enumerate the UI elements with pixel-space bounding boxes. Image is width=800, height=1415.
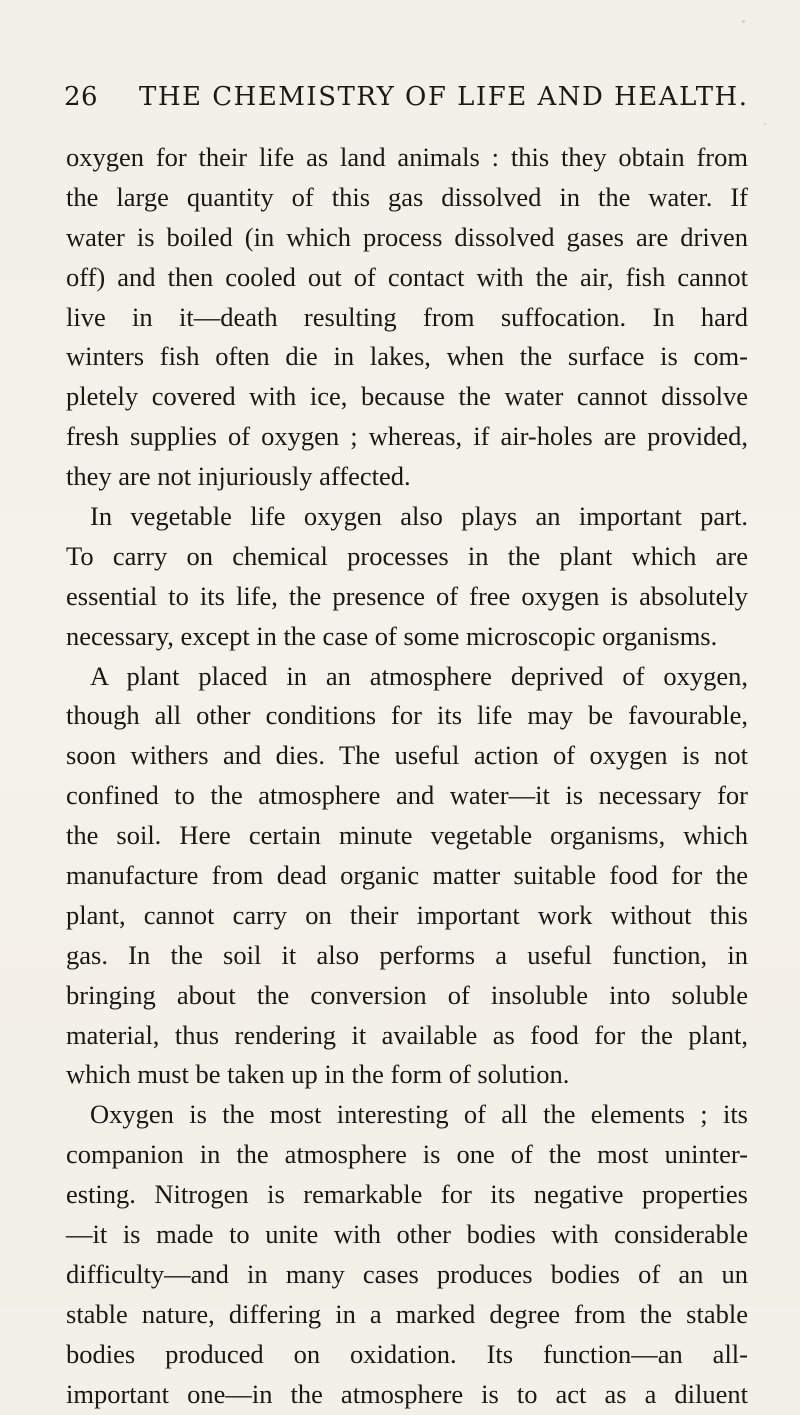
body-text [66,138,748,1415]
paper-speck [764,123,766,125]
text-line: fresh supplies of oxygen ; whereas, if air-holes are provided, [66,421,748,452]
text-line: necessary, except in the case of some microscopic organisms. [66,620,718,651]
text-line: water is boiled (in which process dissolved gases are driven [66,221,748,252]
text-line: soon withers and dies. The useful action of oxygen is not [66,740,748,771]
page-number: 26 [64,82,99,112]
text-line: confined to the atmosphere and water—it is necessary for [66,780,748,811]
text-line: plant, cannot carry on their important work without this [66,899,748,930]
text-line: the large quantity of this gas dissolved in the water. If [66,181,748,212]
text-line: To carry on chemical processes in the plant which are [66,540,748,571]
text-line: off) and then cooled out of contact with the air, fish cannot [66,261,748,292]
text-line: esting. Nitrogen is remarkable for its negative properties [66,1179,748,1210]
text-line: In vegetable life oxygen also plays an important part. [90,501,748,532]
text-line: bodies produced on oxidation. Its function—an all- [66,1338,748,1369]
text-line: the soil. Here certain minute vegetable organisms, which [66,820,748,851]
page-header [64,82,749,122]
text-line: gas. In the soil it also performs a useful function, in [66,939,748,970]
text-line: live in it—death resulting from suffocation. In hard [66,301,748,332]
text-line: A plant placed in an atmosphere deprived of oxygen, [90,660,748,691]
text-line: —it is made to unite with other bodies with considerable [66,1219,748,1250]
text-line: pletely covered with ice, because the water cannot dissolve [66,381,748,412]
text-line: bringing about the conversion of insoluble into soluble [66,979,748,1010]
text-line: oxygen for their life as land animals : this they obtain from [66,142,748,172]
text-line: essential to its life, the presence of free oxygen is absolutely [66,580,748,611]
text-line: though all other conditions for its life may be favourable, [66,700,748,731]
text-line: difficulty—and in many cases produces bodies of an un [66,1258,748,1289]
text-line: important one—in the atmosphere is to act as a diluent [66,1378,748,1409]
text-line: material, thus rendering it available as food for the plant, [66,1019,748,1050]
paper-speck [742,20,745,23]
running-title: THE CHEMISTRY OF LIFE AND HEALTH. [139,82,749,112]
paper-speck [601,678,603,680]
text-line: manufacture from dead organic matter suitable food for the [66,860,748,891]
text-line: winters fish often die in lakes, when the surface is com- [66,341,748,372]
text-line: companion in the atmosphere is one of the most uninter- [66,1139,748,1170]
text-line: which must be taken up in the form of solution. [66,1059,570,1090]
text-line: stable nature, differing in a marked degree from the stable [66,1298,748,1329]
text-line: they are not injuriously affected. [66,461,411,492]
text-line: Oxygen is the most interesting of all the elements ; its [90,1099,748,1130]
